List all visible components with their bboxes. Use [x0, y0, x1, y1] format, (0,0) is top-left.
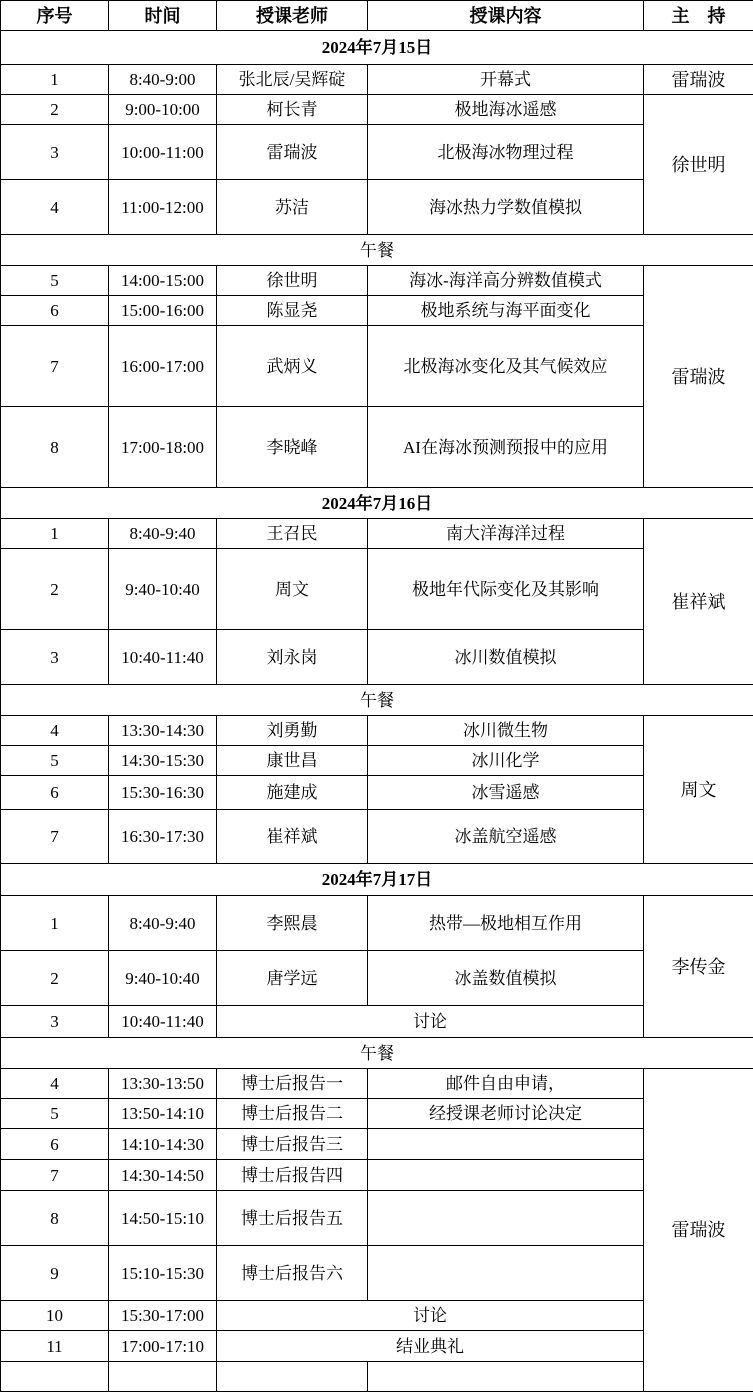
- seq-cell: 2: [1, 951, 109, 1006]
- seq-cell: 7: [1, 1160, 109, 1191]
- header-seq: 序号: [1, 1, 109, 31]
- content-cell: 极地年代际变化及其影响: [368, 549, 644, 630]
- host-cell: 雷瑞波: [644, 1069, 753, 1392]
- table-row: [1, 407, 753, 488]
- discussion-cell: 讨论: [217, 1006, 644, 1038]
- time-cell: 15:10-15:30: [109, 1246, 217, 1301]
- table-row: [1, 549, 753, 630]
- teacher-cell: 唐学远: [217, 951, 368, 1006]
- seq-cell: 9: [1, 1246, 109, 1301]
- time-cell: 9:40-10:40: [109, 549, 217, 630]
- seq-cell: 6: [1, 296, 109, 326]
- teacher-cell: 张北辰/吴辉碇: [217, 65, 368, 95]
- seq-cell: 8: [1, 407, 109, 488]
- content-cell: 冰盖数值模拟: [368, 951, 644, 1006]
- teacher-cell: 柯长青: [217, 95, 368, 125]
- teacher-cell: 博士后报告二: [217, 1099, 368, 1129]
- content-cell: [368, 1160, 644, 1191]
- empty-row: [1, 1362, 753, 1392]
- teacher-cell: 周文: [217, 549, 368, 630]
- seq-cell: 4: [1, 1069, 109, 1099]
- teacher-cell: 李熙晨: [217, 896, 368, 951]
- header-teacher: 授课老师: [217, 1, 368, 31]
- header-row: [1, 1, 753, 31]
- time-cell: 10:00-11:00: [109, 125, 217, 180]
- time-cell: 10:40-11:40: [109, 1006, 217, 1038]
- table-row: [1, 746, 753, 776]
- content-cell: 邮件自由申请，: [368, 1069, 644, 1099]
- header-content: 授课内容: [368, 1, 644, 31]
- time-cell: 15:30-16:30: [109, 776, 217, 810]
- time-cell: 13:30-13:50: [109, 1069, 217, 1099]
- time-cell: 17:00-18:00: [109, 407, 217, 488]
- content-cell: 冰川数值模拟: [368, 630, 644, 685]
- teacher-cell: 博士后报告五: [217, 1191, 368, 1246]
- teacher-cell: 博士后报告四: [217, 1160, 368, 1191]
- time-cell: 14:10-14:30: [109, 1129, 217, 1160]
- seq-cell: 4: [1, 180, 109, 235]
- date-row: [1, 31, 753, 65]
- seq-cell: 6: [1, 776, 109, 810]
- content-cell: 北极海冰物理过程: [368, 125, 644, 180]
- empty-cell: [109, 1362, 217, 1392]
- seq-cell: 8: [1, 1191, 109, 1246]
- header-host: 主 持: [644, 1, 753, 31]
- time-cell: 8:40-9:00: [109, 65, 217, 95]
- seq-cell: 3: [1, 630, 109, 685]
- table-row: [1, 1331, 753, 1362]
- content-cell: 海冰热力学数值模拟: [368, 180, 644, 235]
- table-row: [1, 1246, 753, 1301]
- teacher-cell: 王召民: [217, 519, 368, 549]
- time-cell: 9:40-10:40: [109, 951, 217, 1006]
- teacher-cell: 施建成: [217, 776, 368, 810]
- content-cell: 冰川微生物: [368, 716, 644, 746]
- content-cell: [368, 1191, 644, 1246]
- content-cell: 热带—极地相互作用: [368, 896, 644, 951]
- time-cell: 11:00-12:00: [109, 180, 217, 235]
- content-cell: 极地海冰遥感: [368, 95, 644, 125]
- time-cell: 16:00-17:00: [109, 326, 217, 407]
- table-row: [1, 266, 753, 296]
- lunch-label: 午餐: [1, 685, 753, 716]
- time-cell: 17:00-17:10: [109, 1331, 217, 1362]
- content-cell: 冰雪遥感: [368, 776, 644, 810]
- time-cell: 14:00-15:00: [109, 266, 217, 296]
- teacher-cell: 刘永岗: [217, 630, 368, 685]
- teacher-cell: 徐世明: [217, 266, 368, 296]
- time-cell: 9:00-10:00: [109, 95, 217, 125]
- content-cell: 极地系统与海平面变化: [368, 296, 644, 326]
- table-row: [1, 1301, 753, 1331]
- header-time: 时间: [109, 1, 217, 31]
- empty-cell: [217, 1362, 368, 1392]
- teacher-cell: 武炳义: [217, 326, 368, 407]
- content-cell: 南大洋海洋过程: [368, 519, 644, 549]
- content-cell: 开幕式: [368, 65, 644, 95]
- content-cell: 冰川化学: [368, 746, 644, 776]
- seq-cell: 1: [1, 519, 109, 549]
- time-cell: 16:30-17:30: [109, 810, 217, 864]
- teacher-cell: 崔祥斌: [217, 810, 368, 864]
- teacher-cell: 苏洁: [217, 180, 368, 235]
- table-row: [1, 519, 753, 549]
- content-cell: 北极海冰变化及其气候效应: [368, 326, 644, 407]
- teacher-cell: 博士后报告一: [217, 1069, 368, 1099]
- time-cell: 13:50-14:10: [109, 1099, 217, 1129]
- teacher-cell: 陈显尧: [217, 296, 368, 326]
- date-label: 2024年7月17日: [1, 864, 753, 896]
- time-cell: 8:40-9:40: [109, 896, 217, 951]
- seq-cell: 11: [1, 1331, 109, 1362]
- closing-ceremony-cell: 结业典礼: [217, 1331, 644, 1362]
- seq-cell: 7: [1, 326, 109, 407]
- seq-cell: 1: [1, 896, 109, 951]
- table-row: [1, 65, 753, 95]
- date-label: 2024年7月16日: [1, 488, 753, 519]
- host-cell: 周文: [644, 716, 753, 864]
- table-row: [1, 326, 753, 407]
- table-row: [1, 95, 753, 125]
- content-cell: [368, 1246, 644, 1301]
- lunch-row: [1, 685, 753, 716]
- date-row: [1, 488, 753, 519]
- date-label: 2024年7月15日: [1, 31, 753, 65]
- lunch-row: [1, 235, 753, 266]
- seq-cell: 1: [1, 65, 109, 95]
- content-cell: [368, 1129, 644, 1160]
- teacher-cell: 博士后报告六: [217, 1246, 368, 1301]
- content-cell: 海冰-海洋高分辨数值模式: [368, 266, 644, 296]
- table-row: [1, 1006, 753, 1038]
- lunch-row: [1, 1038, 753, 1069]
- seq-cell: 3: [1, 1006, 109, 1038]
- host-cell: 徐世明: [644, 95, 753, 235]
- seq-cell: 10: [1, 1301, 109, 1331]
- date-row: [1, 864, 753, 896]
- table-row: [1, 180, 753, 235]
- time-cell: 14:30-14:50: [109, 1160, 217, 1191]
- time-cell: 10:40-11:40: [109, 630, 217, 685]
- time-cell: 8:40-9:40: [109, 519, 217, 549]
- table-row: [1, 1099, 753, 1129]
- host-cell: 崔祥斌: [644, 519, 753, 685]
- table-row: [1, 896, 753, 951]
- seq-cell: 4: [1, 716, 109, 746]
- discussion-cell: 讨论: [217, 1301, 644, 1331]
- table-row: [1, 1191, 753, 1246]
- seq-cell: 5: [1, 1099, 109, 1129]
- time-cell: 14:50-15:10: [109, 1191, 217, 1246]
- empty-cell: [1, 1362, 109, 1392]
- content-cell: 冰盖航空遥感: [368, 810, 644, 864]
- time-cell: 13:30-14:30: [109, 716, 217, 746]
- seq-cell: 3: [1, 125, 109, 180]
- host-cell: 李传金: [644, 896, 753, 1038]
- host-cell: 雷瑞波: [644, 266, 753, 488]
- seq-cell: 6: [1, 1129, 109, 1160]
- table-row: [1, 716, 753, 746]
- table-row: [1, 1160, 753, 1191]
- seq-cell: 2: [1, 549, 109, 630]
- table-row: [1, 125, 753, 180]
- content-cell: AI在海冰预测预报中的应用: [368, 407, 644, 488]
- host-cell: 雷瑞波: [644, 65, 753, 95]
- time-cell: 14:30-15:30: [109, 746, 217, 776]
- teacher-cell: 博士后报告三: [217, 1129, 368, 1160]
- seq-cell: 5: [1, 746, 109, 776]
- teacher-cell: 雷瑞波: [217, 125, 368, 180]
- table-row: [1, 1129, 753, 1160]
- lunch-label: 午餐: [1, 1038, 753, 1069]
- table-row: [1, 630, 753, 685]
- lunch-label: 午餐: [1, 235, 753, 266]
- time-cell: 15:00-16:00: [109, 296, 217, 326]
- teacher-cell: 刘勇勤: [217, 716, 368, 746]
- table-row: [1, 776, 753, 810]
- seq-cell: 2: [1, 95, 109, 125]
- content-cell: 经授课老师讨论决定: [368, 1099, 644, 1129]
- time-cell: 15:30-17:00: [109, 1301, 217, 1331]
- table-row: [1, 1069, 753, 1099]
- table-row: [1, 951, 753, 1006]
- teacher-cell: 康世昌: [217, 746, 368, 776]
- table-row: [1, 810, 753, 864]
- teacher-cell: 李晓峰: [217, 407, 368, 488]
- seq-cell: 5: [1, 266, 109, 296]
- table-row: [1, 296, 753, 326]
- seq-cell: 7: [1, 810, 109, 864]
- empty-cell: [368, 1362, 644, 1392]
